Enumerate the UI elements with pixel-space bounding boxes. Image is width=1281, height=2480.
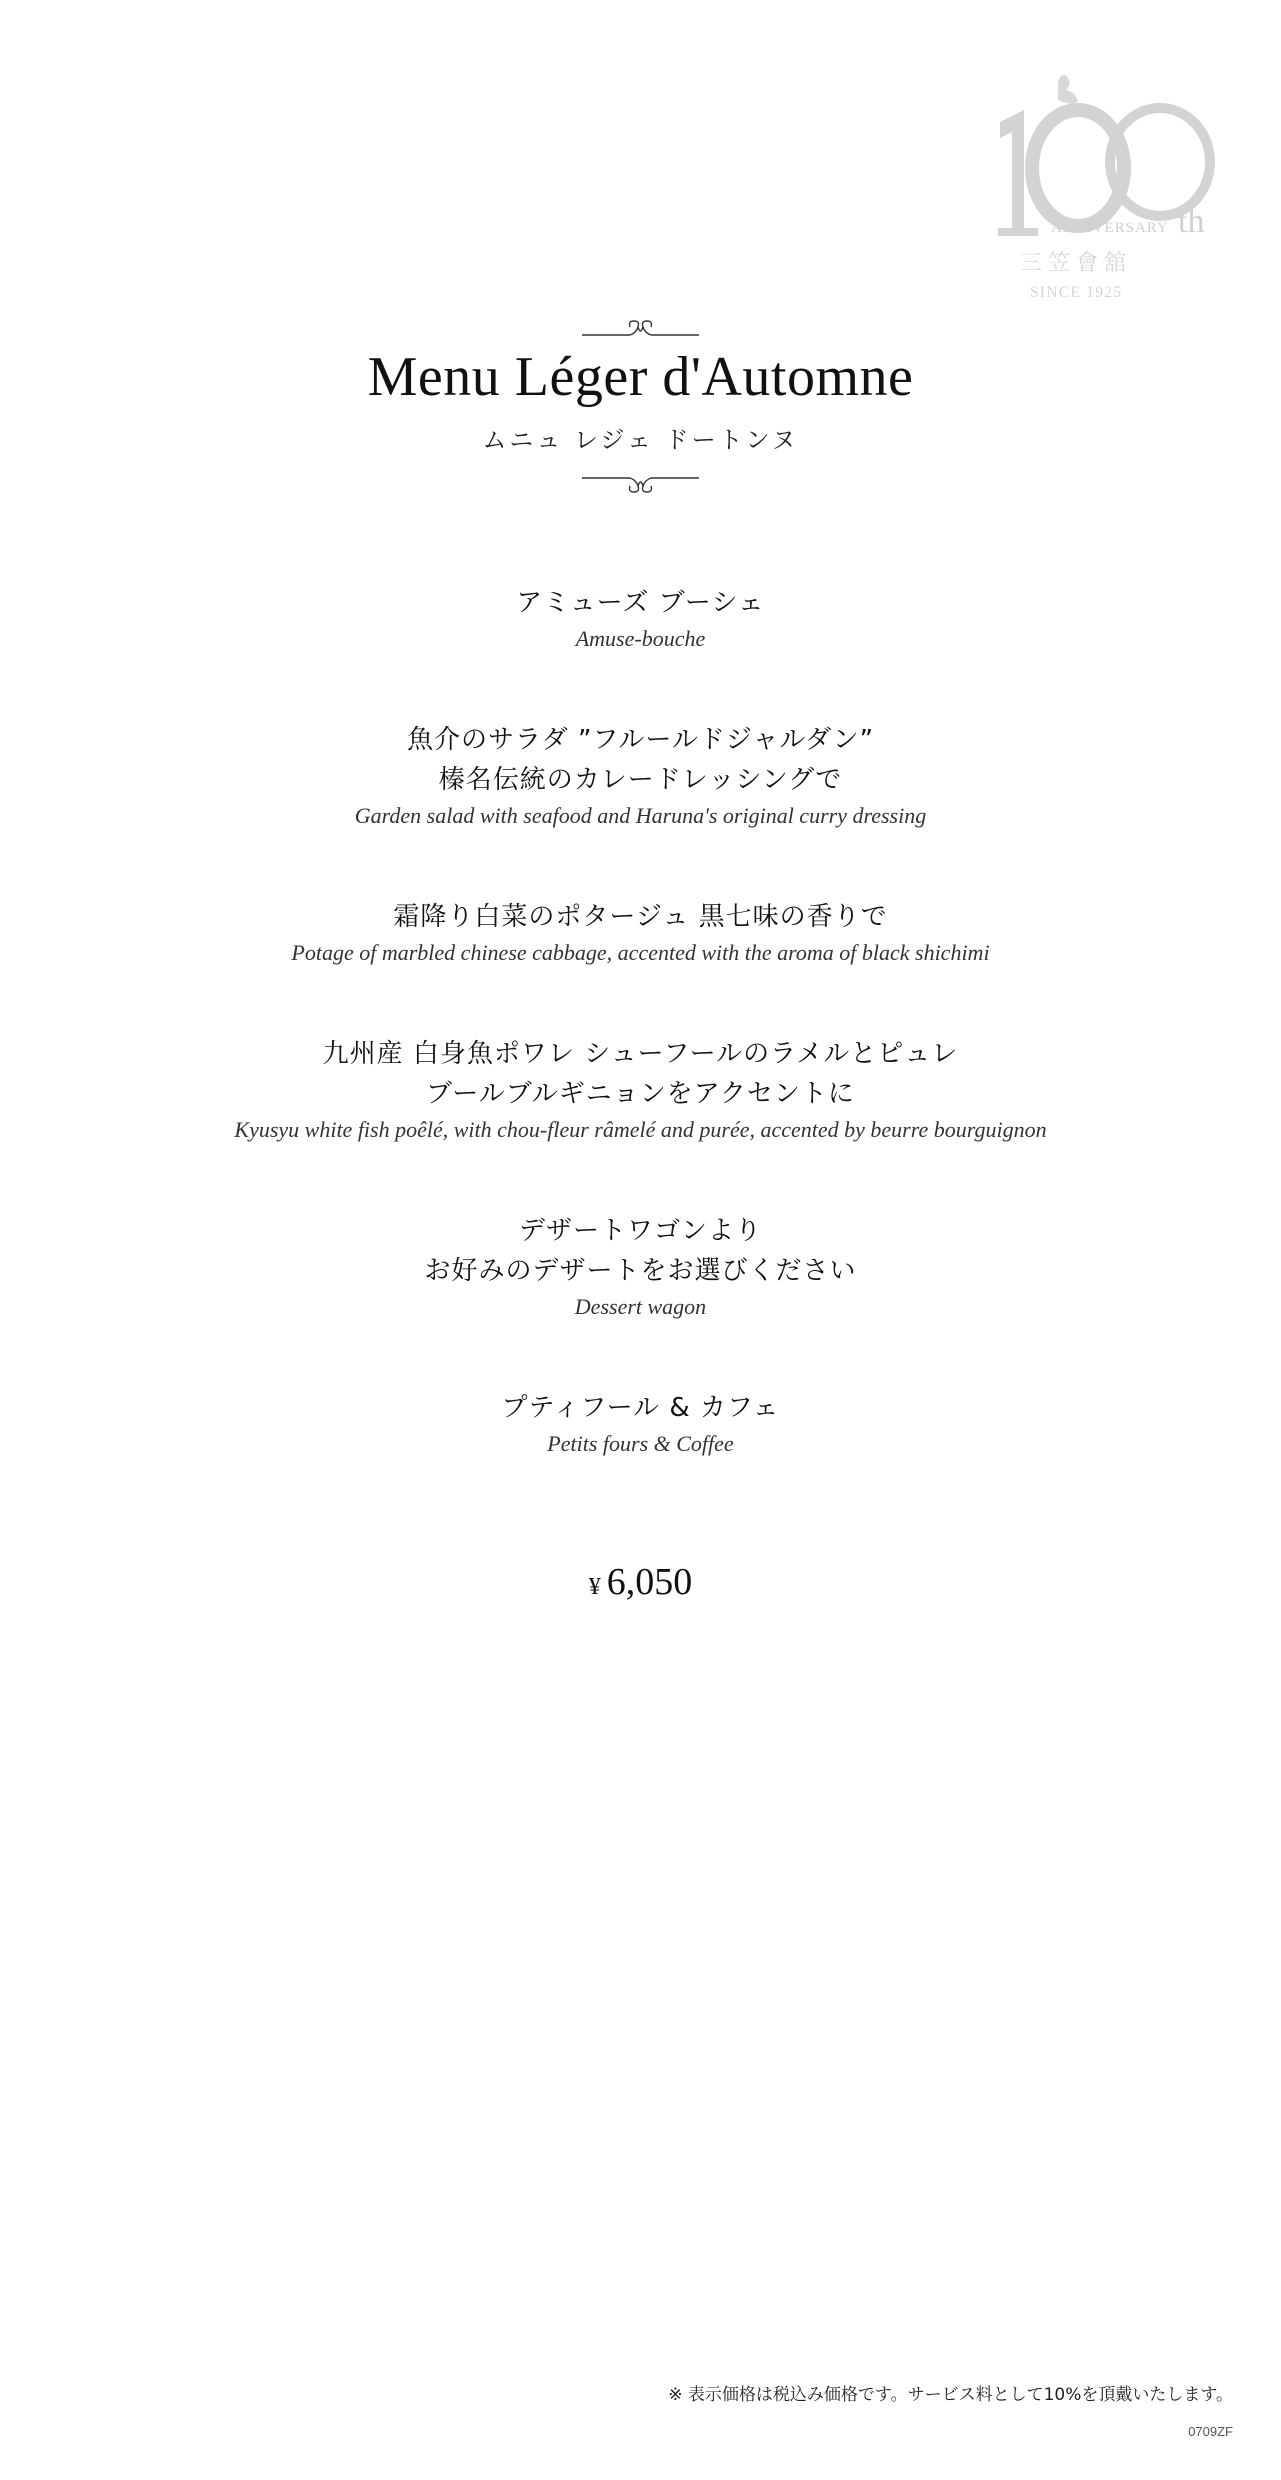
anniversary-logo	[960, 60, 1220, 310]
course-name-jp: デザートワゴンより	[518, 1216, 762, 1246]
top-flourish	[580, 313, 701, 343]
course-name-jp: 霜降り白菜のポタージュ 黒七味の香りで	[393, 902, 888, 932]
course-name-en: Petits fours & Coffee	[547, 1431, 734, 1456]
course-name-jp: アミューズ ブーシェ	[516, 588, 765, 618]
brand-name: 三笠會舘	[1019, 251, 1133, 276]
course-name-en: Kyusyu white fish poêlé, with chou-fleur râmelé and purée, accented by beurre bourguignon	[234, 1117, 1047, 1142]
course-salad	[0, 720, 1281, 832]
menu-code: 0709ZF	[1188, 2424, 1233, 2439]
price-amount: 6,050	[606, 1561, 693, 1603]
course-dessert	[0, 1211, 1281, 1323]
course-name-jp: 魚介のサラダ ”フルールドジャルダン”	[406, 725, 875, 755]
menu-subtitle: ムニュ レジェ ドートンヌ	[482, 426, 799, 454]
course-name-en: Garden salad with seafood and Haruna's original curry dressing	[354, 803, 927, 828]
currency-symbol: ¥	[588, 1574, 601, 1600]
course-name-jp: プティフール & カフェ	[501, 1393, 780, 1423]
menu-price	[0, 1560, 1281, 1604]
menu-title: Menu Léger d'Automne	[367, 346, 914, 408]
since-year: SINCE 1925	[1029, 284, 1123, 301]
course-name-jp-line2: 榛名伝統のカレードレッシングで	[438, 765, 843, 795]
anniversary-label: ANNIVERSARY	[1051, 220, 1169, 236]
course-amuse	[0, 583, 1281, 655]
course-potage	[0, 897, 1281, 969]
course-petitfours	[0, 1388, 1281, 1460]
bottom-flourish	[580, 470, 701, 500]
anniversary-suffix: th	[1178, 203, 1205, 240]
course-name-en: Dessert wagon	[574, 1294, 707, 1319]
course-name-en: Amuse-bouche	[575, 626, 706, 651]
course-name-jp-line2: ブールブルギニョンをアクセントに	[426, 1079, 855, 1109]
tax-service-note: ※ 表示価格は税込み価格です。サービス料として10%を頂戴いたします。	[668, 2385, 1233, 2405]
course-fish	[0, 1034, 1281, 1146]
course-name-jp-line2: お好みのデザートをお選びください	[424, 1256, 857, 1286]
course-name-jp: 九州産 白身魚ポワレ シューフールのラメルとピュレ	[322, 1039, 959, 1069]
anniversary-logo-graphic	[960, 60, 1220, 310]
course-name-en: Potage of marbled chinese cabbage, accented with the aroma of black shichimi	[291, 940, 990, 965]
